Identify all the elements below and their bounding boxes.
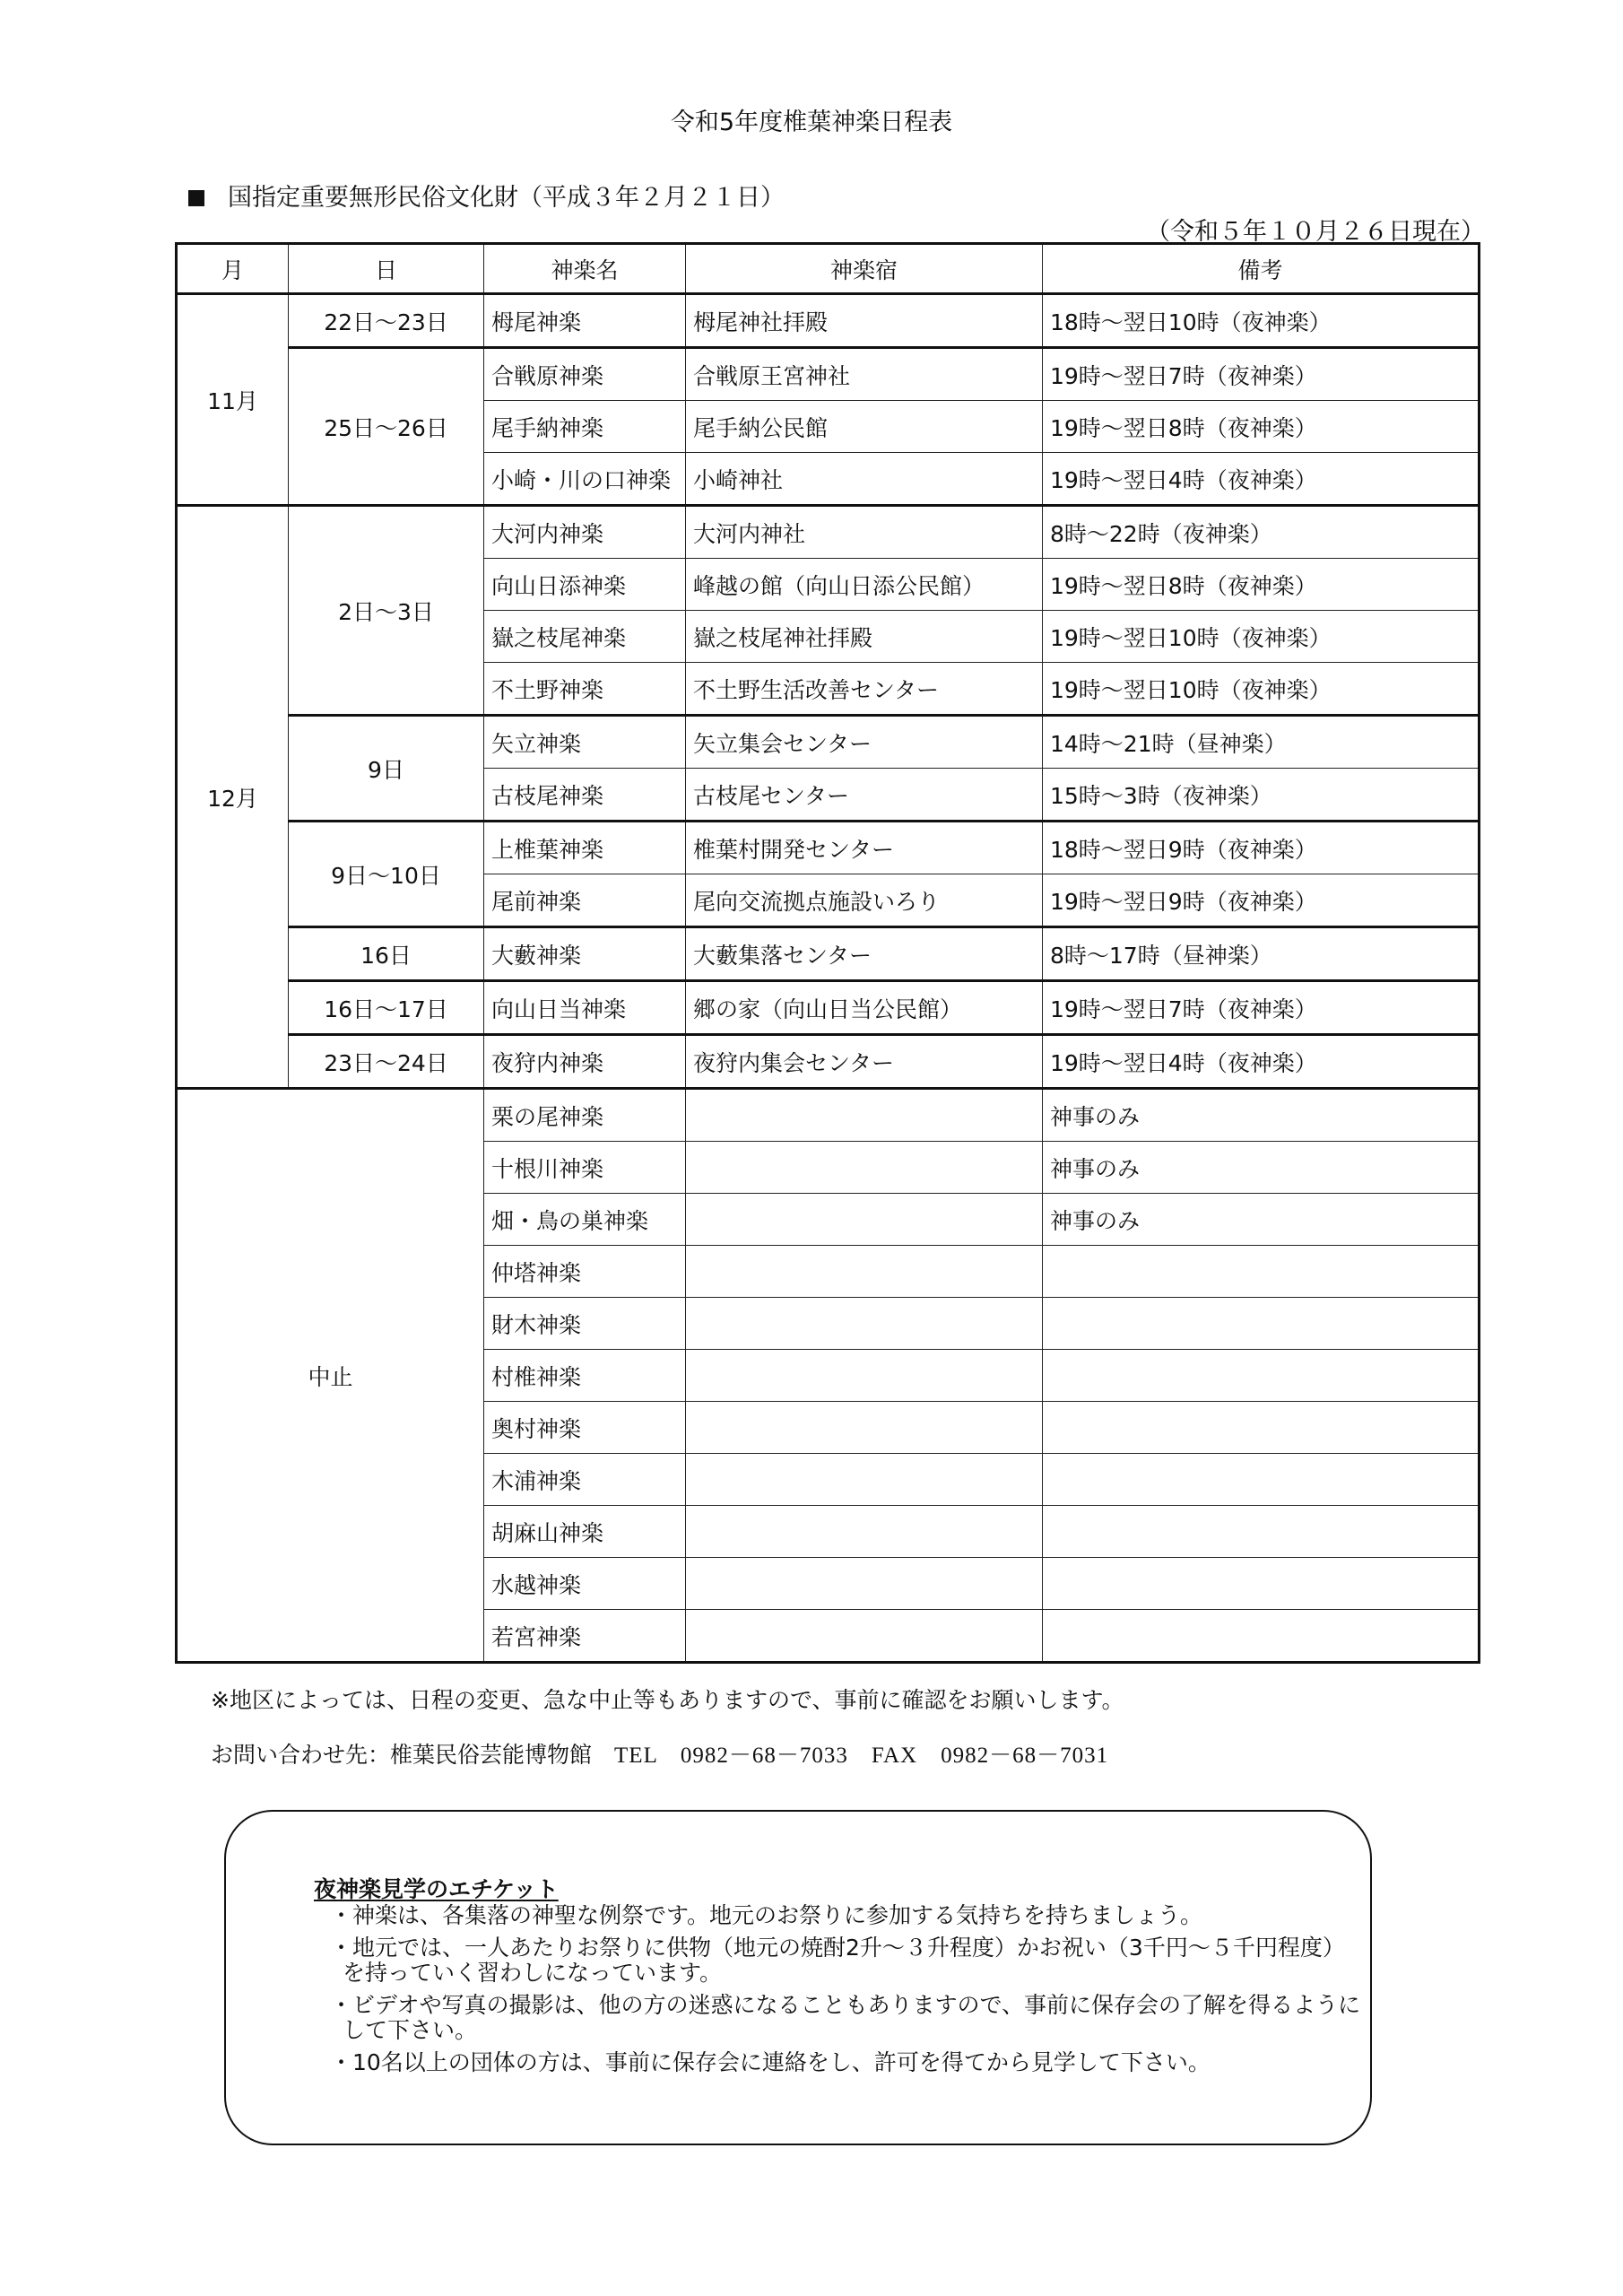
note-cell: 19時～翌日4時（夜神楽） [1043,453,1480,506]
venue-cell [686,1506,1043,1558]
venue-cell: 矢立集会センター [686,716,1043,769]
table-header-row [177,244,1480,294]
table-row [177,348,1480,401]
note-cell: 14時～21時（昼神楽） [1043,716,1480,769]
venue-cell: 夜狩内集会センター [686,1035,1043,1089]
venue-cell [686,1194,1043,1246]
venue-cell: 尾向交流拠点施設いろり [686,874,1043,927]
kagura-name-cell: 栂尾神楽 [484,294,686,348]
kagura-name-cell: 栗の尾神楽 [484,1089,686,1142]
note-cell [1043,1402,1480,1454]
header-note: 備考 [1043,244,1480,294]
venue-cell: 不土野生活改善センター [686,663,1043,716]
note-cell: 8時～17時（昼神楽） [1043,927,1480,981]
venue-cell [686,1298,1043,1350]
header-day: 日 [289,244,484,294]
table-row [177,1035,1480,1089]
venue-cell: 峰越の館（向山日添公民館） [686,559,1043,611]
table-row [177,294,1480,348]
kagura-name-cell: 村椎神楽 [484,1350,686,1402]
kagura-name-cell: 矢立神楽 [484,716,686,769]
day-cell: 25日～26日 [289,348,484,506]
venue-cell [686,1610,1043,1663]
kagura-name-cell: 尾手納神楽 [484,401,686,453]
note-cell [1043,1558,1480,1610]
table-row [177,981,1480,1035]
note-cell: 神事のみ [1043,1089,1480,1142]
schedule-footnote: ※地区によっては、日程の変更、急な中止等もありますので、事前に確認をお願いします。 [211,1687,1124,1713]
venue-cell: 古枝尾センター [686,769,1043,822]
venue-cell: 栂尾神社拝殿 [686,294,1043,348]
venue-cell [686,1089,1043,1142]
venue-cell: 嶽之枝尾神社拝殿 [686,611,1043,663]
note-cell: 19時～翌日7時（夜神楽） [1043,981,1480,1035]
designation-subtitle [188,178,785,213]
note-cell: 19時～翌日7時（夜神楽） [1043,348,1480,401]
kagura-name-cell: 合戦原神楽 [484,348,686,401]
kagura-name-cell: 大河内神楽 [484,506,686,559]
kagura-name-cell: 小崎・川の口神楽 [484,453,686,506]
etiquette-list [330,1903,1361,2083]
note-cell [1043,1610,1480,1663]
etiquette-title: 夜神楽見学のエチケット [314,1876,559,1902]
kagura-name-cell: 十根川神楽 [484,1142,686,1194]
month-cell: 12月 [177,506,289,1089]
venue-cell: 大河内神社 [686,506,1043,559]
venue-cell: 椎葉村開発センター [686,822,1043,874]
venue-cell [686,1142,1043,1194]
month-cell: 11月 [177,294,289,506]
note-cell: 18時～翌日9時（夜神楽） [1043,822,1480,874]
venue-cell: 小崎神社 [686,453,1043,506]
header-venue: 神楽宿 [686,244,1043,294]
note-cell: 19時～翌日9時（夜神楽） [1043,874,1480,927]
kagura-name-cell: 不土野神楽 [484,663,686,716]
contact-info [211,1737,1108,1770]
kagura-name-cell: 畑・鳥の巣神楽 [484,1194,686,1246]
day-cell: 9日～10日 [289,822,484,927]
note-cell: 19時～翌日4時（夜神楽） [1043,1035,1480,1089]
venue-cell [686,1558,1043,1610]
venue-cell: 尾手納公民館 [686,401,1043,453]
table-row [177,716,1480,769]
list-item: ・地元では、一人あたりお祭りに供物（地元の焼酎2升～３升程度）かお祝い（3千円～５千円程度）を持っていく習わしになっています。 [330,1935,1345,1986]
day-cell: 23日～24日 [289,1035,484,1089]
kagura-name-cell: 水越神楽 [484,1558,686,1610]
kagura-name-cell: 奥村神楽 [484,1402,686,1454]
kagura-name-cell: 仲塔神楽 [484,1246,686,1298]
note-cell: 19時～翌日10時（夜神楽） [1043,611,1480,663]
day-cell: 16日 [289,927,484,981]
note-cell: 18時～翌日10時（夜神楽） [1043,294,1480,348]
note-cell: 神事のみ [1043,1142,1480,1194]
venue-cell [686,1402,1043,1454]
venue-cell: 大藪集落センター [686,927,1043,981]
list-item: ・ビデオや写真の撮影は、他の方の迷惑になることもありますので、事前に保存会の了解を得るようにして下さい。 [330,1992,1361,2043]
note-cell: 神事のみ [1043,1194,1480,1246]
kagura-name-cell: 古枝尾神楽 [484,769,686,822]
day-cell: 2日～3日 [289,506,484,716]
subtitle-text: 国指定重要無形民俗文化財（平成３年２月２１日） [228,184,785,212]
note-cell: 19時～翌日10時（夜神楽） [1043,663,1480,716]
list-item: ・10名以上の団体の方は、事前に保存会に連絡をし、許可を得てから見学して下さい。 [330,2049,1211,2075]
table-row [177,822,1480,874]
table-row [177,1089,1480,1142]
note-cell [1043,1350,1480,1402]
kagura-name-cell: 若宮神楽 [484,1610,686,1663]
note-cell [1043,1454,1480,1506]
as-of-date: （令和５年１０月２６日現在） [1146,218,1485,246]
note-cell: 19時～翌日8時（夜神楽） [1043,559,1480,611]
venue-cell [686,1454,1043,1506]
square-bullet-icon [188,190,204,206]
kagura-name-cell: 大藪神楽 [484,927,686,981]
table-row [177,506,1480,559]
day-cell: 16日～17日 [289,981,484,1035]
kagura-name-cell: 財木神楽 [484,1298,686,1350]
contact-numbers: TEL 0982－68－7033 FAX 0982－68－7031 [614,1744,1109,1768]
kagura-name-cell: 向山日当神楽 [484,981,686,1035]
header-month: 月 [177,244,289,294]
kagura-name-cell: 尾前神楽 [484,874,686,927]
note-cell [1043,1298,1480,1350]
note-cell [1043,1506,1480,1558]
schedule-table [175,242,1480,1664]
day-cell: 22日～23日 [289,294,484,348]
note-cell [1043,1246,1480,1298]
note-cell: 15時～3時（夜神楽） [1043,769,1480,822]
kagura-name-cell: 嶽之枝尾神楽 [484,611,686,663]
kagura-name-cell: 木浦神楽 [484,1454,686,1506]
kagura-name-cell: 上椎葉神楽 [484,822,686,874]
note-cell: 8時～22時（夜神楽） [1043,506,1480,559]
header-kagura-name: 神楽名 [484,244,686,294]
page-title: 令和5年度椎葉神楽日程表 [670,109,953,136]
venue-cell [686,1350,1043,1402]
venue-cell: 郷の家（向山日当公民館） [686,981,1043,1035]
cancelled-cell: 中止 [177,1089,484,1663]
contact-label: お問い合わせ先：椎葉民俗芸能博物館 [211,1742,593,1768]
venue-cell [686,1246,1043,1298]
kagura-name-cell: 向山日添神楽 [484,559,686,611]
list-item: ・神楽は、各集落の神聖な例祭です。地元のお祭りに参加する気持ちを持ちましょう。 [330,1902,1203,1928]
day-cell: 9日 [289,716,484,822]
kagura-name-cell: 夜狩内神楽 [484,1035,686,1089]
kagura-name-cell: 胡麻山神楽 [484,1506,686,1558]
note-cell: 19時～翌日8時（夜神楽） [1043,401,1480,453]
table-row [177,927,1480,981]
venue-cell: 合戦原王宮神社 [686,348,1043,401]
